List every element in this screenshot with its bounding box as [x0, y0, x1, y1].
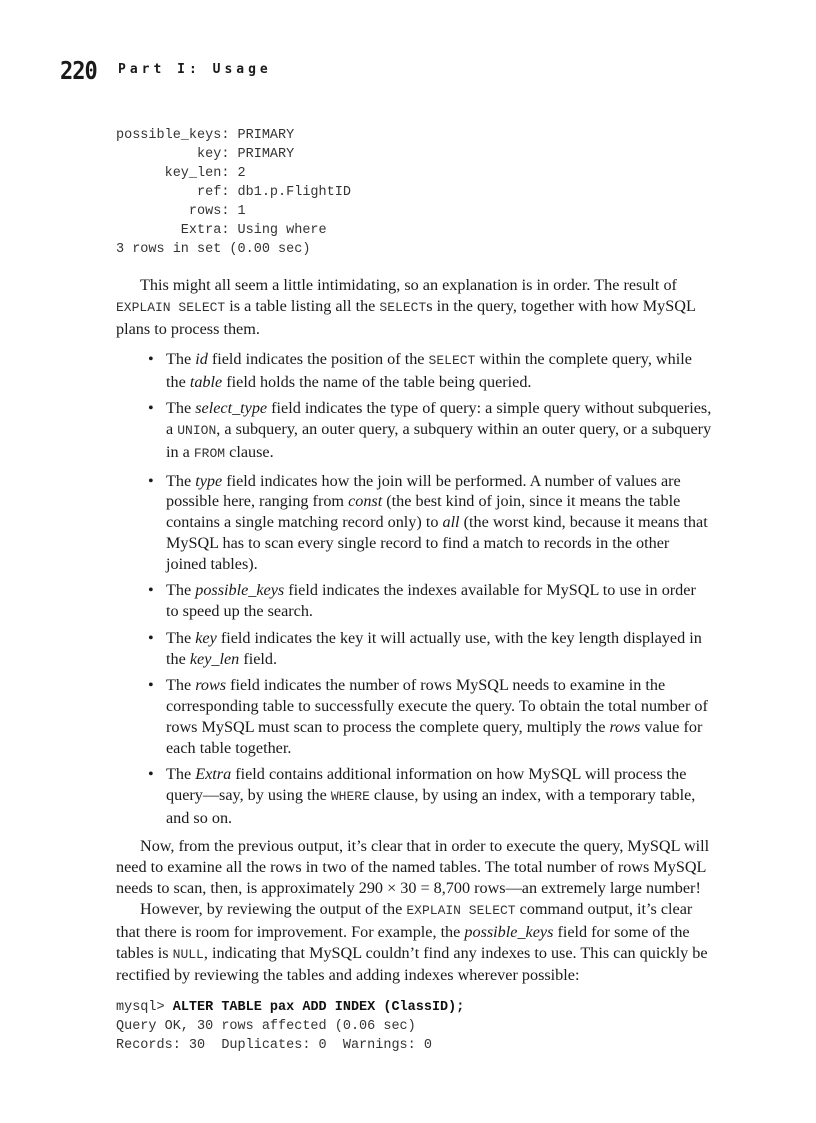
part-title: Part I: Usage [118, 62, 272, 77]
improvement-paragraph: However, by reviewing the output of the EXPLAIN SELECT command output, it’s clear that there is room for improvement. For example, the possible_keys field for some of the tables is NULL, indicating that MySQL couldn’t find any indexes to use. This can quickly be rectified by reviewing the tables and adding indexes wherever possible: [116, 900, 708, 985]
inline-code: EXPLAIN SELECT [406, 903, 516, 918]
mysql-prompt: mysql> [116, 1000, 173, 1015]
page-number: 220 [60, 57, 97, 86]
code-line: ref: db1.p.FlightID [116, 185, 351, 200]
code-block-alter-table [116, 998, 464, 1055]
field-bullet-list [146, 349, 712, 834]
list-item: • The Extra field contains additional information on how MySQL will process the query—say, by using the WHERE clause, by using an index, with a temporary table, and so on. [146, 764, 712, 828]
code-line: key: PRIMARY [116, 147, 295, 162]
code-line: Records: 30 Duplicates: 0 Warnings: 0 [116, 1038, 432, 1053]
list-item: • The rows field indicates the number of rows MySQL needs to examine in the corresponding table to successfully execute the query. To obtain the total number of rows MySQL must scan to process the complete query, multiply the rows value for each table together. [146, 675, 712, 758]
list-item: • The id field indicates the position of the SELECT within the complete query, while the table field holds the name of the table being queried. [146, 349, 712, 393]
analysis-paragraph: Now, from the previous output, it’s clear that in order to execute the query, MySQL will need to examine all the rows in two of the named tables. The total number of rows MySQL needs to scan, then, is approximately 290 × 30 = 8,700 rows—an extremely large number! [116, 837, 710, 897]
list-item: • The type field indicates how the join will be performed. A number of values are possible here, ranging from const (the best kind of join, since it means the table contains a single matching record only) to all (the worst kind, because it means that MySQL has to scan every single record to find a match to records in the other joined tables). [146, 471, 712, 575]
code-line: 3 rows in set (0.00 sec) [116, 242, 311, 257]
code-block-explain-output [116, 126, 351, 259]
code-line: possible_keys: PRIMARY [116, 128, 295, 143]
inline-code: EXPLAIN SELECT [116, 299, 226, 315]
list-item: • The key field indicates the key it will actually use, with the key length displayed in the key_len field. [146, 628, 712, 670]
code-line: Extra: Using where [116, 223, 327, 238]
code-line: Query OK, 30 rows affected (0.06 sec) [116, 1019, 416, 1034]
list-item: • The select_type field indicates the type of query: a simple query without subqueries, a UNION, a subquery, an outer query, a subquery within an outer query, or a subquery in a FROM clause. [146, 398, 712, 464]
code-line: key_len: 2 [116, 166, 246, 181]
inline-code: SELECT [379, 299, 427, 315]
sql-command: ALTER TABLE pax ADD INDEX (ClassID); [172, 1000, 465, 1015]
code-line: rows: 1 [116, 204, 246, 219]
list-item: • The possible_keys field indicates the indexes available for MySQL to use in order to speed up the search. [146, 580, 712, 622]
intro-paragraph: This might all seem a little intimidating, so an explanation is in order. The result of EXPLAIN SELECT is a table listing all the SELECTs in the query, together with how MySQL plans to process them. [116, 276, 696, 338]
inline-code: NULL [172, 946, 204, 962]
